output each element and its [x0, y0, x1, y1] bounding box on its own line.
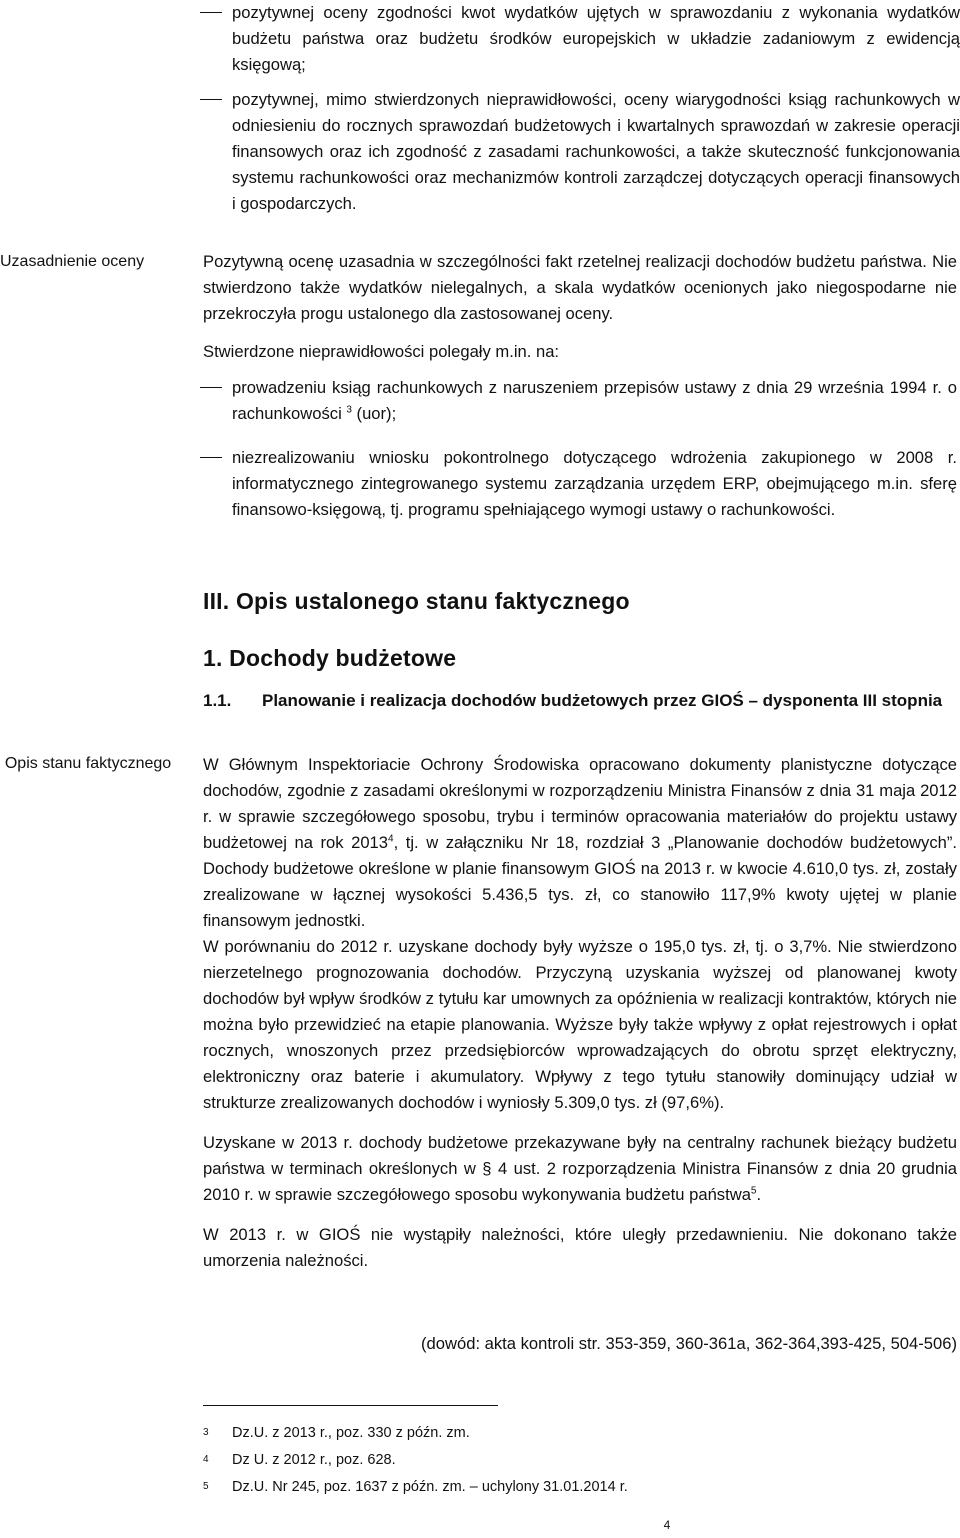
page-number: 4: [663, 1518, 671, 1532]
bullet-text: pozytywnej, mimo stwierdzonych nieprawidłowości, oceny wiarygodności ksiąg rachunkowych w odniesieniu do rocznych sprawozdań budżetowych i kwartalnych sprawozdań w zakresie operacji finansowych oraz ich zgodność z zasadami rachunkowości, a także skuteczność funkcjonowania systemu rachunkowości oraz mechanizmów kontroli zarządczej dotyczących operacji finansowych i gospodarczych.: [232, 90, 960, 213]
list-item: [200, 87, 960, 217]
footnote-text: Dz.U. z 2013 r., poz. 330 z późn. zm.: [232, 1425, 470, 1441]
justification-section: [203, 249, 957, 523]
footnote-number: 3: [203, 1427, 209, 1438]
bullet-text: pozytywnej oceny zgodności kwot wydatków ujętych w sprawozdaniu z wykonania wydatków budżetu państwa oraz budżetu środków europejskich w układzie zadaniowym z ewidencją księgową;: [232, 3, 960, 74]
footnote-text: Dz.U. Nr 245, poz. 1637 z późn. zm. – uchylony 31.01.2014 r.: [232, 1479, 628, 1495]
paragraph-text: W Głównym Inspektoriacie Ochrony Środowiska opracowano dokumenty planistyczne dotyczące dochodów, zgodnie z zasadami określonymi w rozporządzeniu Ministra Finansów z dnia 31 maja 2012 r. w sprawie szczegółowego sposobu, trybu i terminów opracowania materiałów do projektu ustawy budżetowej na rok 2013: [203, 755, 957, 852]
subsubsection-number: 1.1.: [203, 691, 232, 710]
bullet-text: (uor);: [351, 404, 397, 423]
footnote-ref[interactable]: 4: [388, 833, 394, 845]
body-paragraph: W porównaniu do 2012 r. uzyskane dochody były wyższe o 195,0 tys. zł, tj. o 3,7%. Nie stwierdzono nierzetelnego prognozowania dochodów. Przyczyną uzyskania wyższej od planowanej kwoty dochodów był wpływ środków z tytułu kar umownych za opóźnienia w realizacji kontraktów, których nie można było przewidzieć na etapie planowania. Wyższe były także wpływy z opłat rejestrowych i opłat rocznych, wnoszonych przez przedsiębiorców wprowadzających do obrotu sprzęt elektryczny, elektroniczny oraz baterie i akumulatory. Wpływy z tego tytułu stanowiły dominujący udział w strukturze zrealizowanych dochodów i wyniosły 5.309,0 tys. zł (97,6%).: [203, 937, 957, 1112]
footnote-number: 5: [203, 1481, 209, 1492]
dash-bullet-icon: [200, 12, 222, 13]
footnote: [203, 1424, 470, 1442]
description-side-label: Opis stanu faktycznego: [4, 755, 172, 772]
footnote-text: Dz U. z 2012 r., poz. 628.: [232, 1452, 396, 1468]
subsubsection-heading: [203, 688, 957, 714]
list-item: [200, 445, 957, 523]
footnote-number: 4: [203, 1454, 209, 1465]
bullet-text: niezrealizowaniu wniosku pokontrolnego dotyczącego wdrożenia zakupionego w 2008 r. informatycznego zintegrowanego systemu zarządzania urzędem ERP, obejmującego m.in. sferę finansowo-księgową, tj. programu spełniającego wymogi ustawy o rachunkowości.: [232, 448, 957, 519]
footnote: [203, 1478, 628, 1496]
justification-paragraph: Pozytywną ocenę uzasadnia w szczególności fakt rzetelnej realizacji dochodów budżetu państwa. Nie stwierdzono także wydatków nielegalnych, a skala wydatków ocenionych jako niegospodarne nie przekroczyła progu ustalonego dla zastosowanej oceny.: [203, 252, 957, 323]
footnote-ref[interactable]: 5: [750, 1185, 757, 1197]
paragraph-text: Uzyskane w 2013 r. dochody budżetowe przekazywane były na centralny rachunek bieżący budżetu państwa w terminach określonych w § 4 ust. 2 rozporządzenia Ministra Finansów z dnia 20 grudnia 2010 r. w sprawie szczegółowego sposobu wykonywania budżetu państwa: [203, 1133, 957, 1204]
footnote-separator: [203, 1405, 498, 1406]
subsection-title: 1. Dochody budżetowe: [203, 645, 457, 671]
evidence-reference: (dowód: akta kontroli str. 353-359, 360-361a, 362-364,393-425, 504-506): [421, 1334, 957, 1353]
irregularities-intro: Stwierdzone nieprawidłowości polegały m.in. na:: [203, 342, 560, 361]
justification-side-label: Uzasadnienie oceny: [0, 253, 145, 270]
body-paragraph: [203, 1130, 957, 1208]
dash-bullet-icon: [200, 387, 222, 388]
paragraph-text: , tj. w załączniku Nr 18, rozdział 3 „Planowanie dochodów budżetowych”. Dochody budżetowe określone w planie finansowym GIOŚ na 2013 r. w kwocie 4.610,0 tys. zł, zostały zrealizowane w łącznej wysokości 5.436,5 tys. zł, co stanowiło 117,9% kwoty ujętej w planie finansowym jednostki.: [203, 833, 957, 930]
footnote-ref[interactable]: 3: [346, 404, 352, 416]
body-paragraph: [203, 752, 957, 934]
section-title: III. Opis ustalonego stanu faktycznego: [203, 588, 630, 614]
page-number-row: [0, 1518, 960, 1532]
footnote: [203, 1451, 396, 1469]
body-paragraph: W 2013 r. w GIOŚ nie wystąpiły należności, które uległy przedawnieniu. Nie dokonano także umorzenia należności.: [203, 1225, 957, 1270]
subsubsection-title: Planowanie i realizacja dochodów budżetowych przez GIOŚ – dysponenta III stopnia: [262, 691, 943, 710]
dash-bullet-icon: [200, 457, 222, 458]
paragraph-text: .: [756, 1185, 762, 1204]
irregularities-list: [200, 375, 957, 523]
list-item: [200, 375, 957, 427]
bullet-text: prowadzeniu ksiąg rachunkowych z naruszeniem przepisów ustawy z dnia 29 września 1994 r. o rachunkowości: [232, 378, 957, 423]
list-item: [200, 0, 960, 78]
description-body: [203, 752, 957, 1274]
dash-bullet-icon: [200, 99, 222, 100]
top-bullet-list: [200, 0, 960, 217]
